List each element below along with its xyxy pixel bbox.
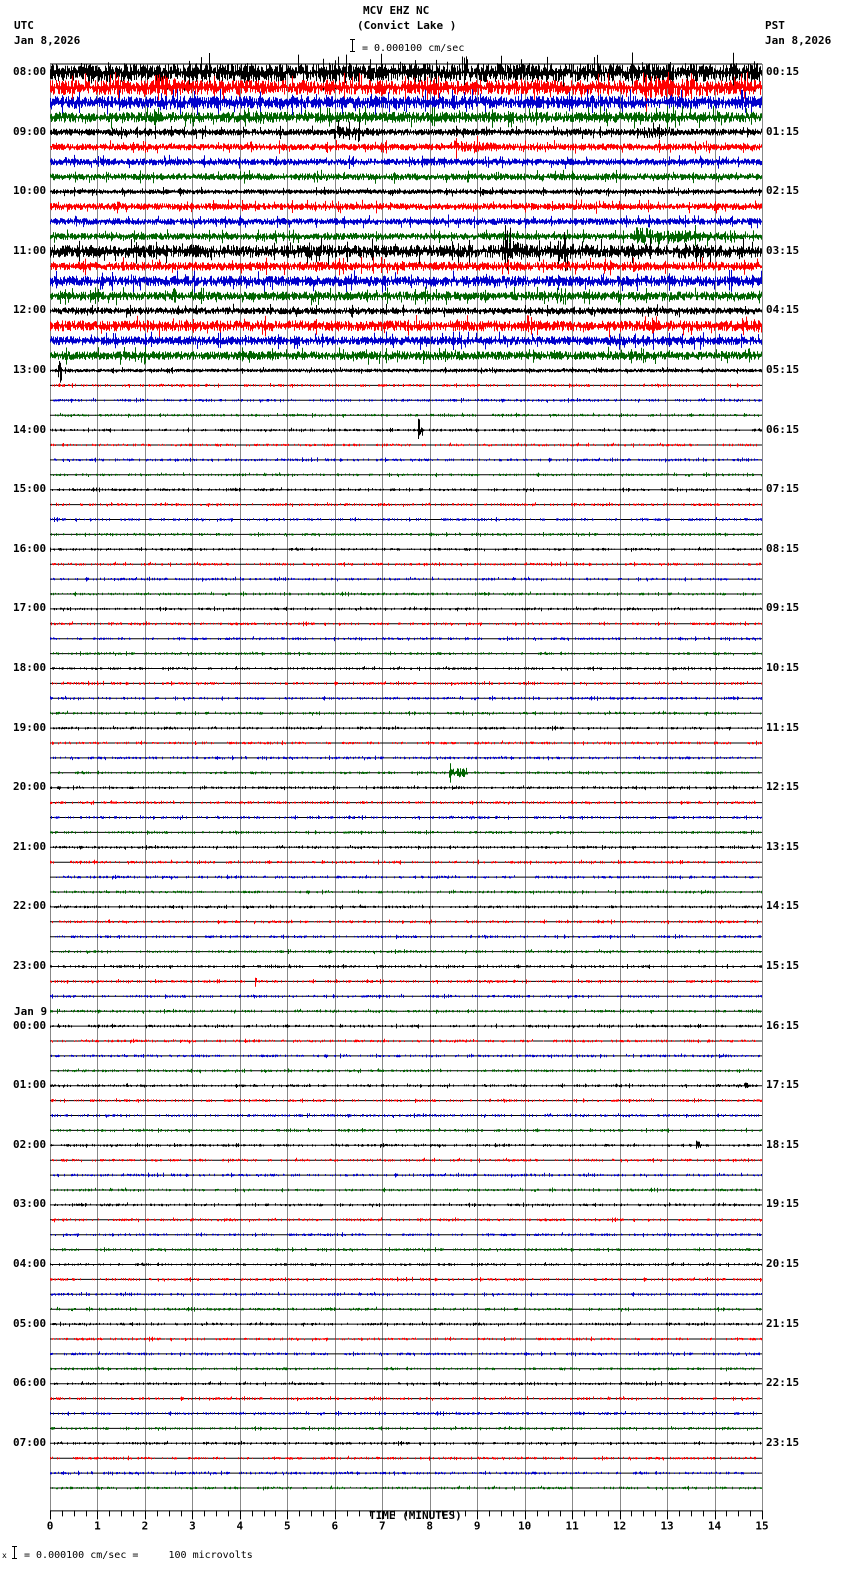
footer-marker: x xyxy=(2,1551,7,1560)
left-hour-label: 13:00 xyxy=(13,363,47,376)
x-tick-label: 14 xyxy=(707,1519,722,1533)
left-hour-label: 09:00 xyxy=(13,124,47,138)
x-tick-label: 0 xyxy=(46,1519,54,1533)
scale-text: = 0.000100 cm/sec xyxy=(362,43,465,54)
left-timezone: UTC xyxy=(14,19,34,32)
right-hour-label: 12:15 xyxy=(766,780,800,794)
right-hour-label: 09:15 xyxy=(766,601,800,615)
x-tick-label: 2 xyxy=(141,1519,149,1533)
right-hour-label: 02:15 xyxy=(766,184,800,198)
right-hour-label: 17:15 xyxy=(766,1078,800,1092)
left-hour-label: 03:00 xyxy=(13,1197,47,1211)
right-hour-label: 10:15 xyxy=(766,661,800,674)
right-hour-label: 00:15 xyxy=(766,65,800,78)
right-timezone: PST xyxy=(765,19,785,32)
left-hour-label: 00:00 xyxy=(13,1018,47,1032)
right-hour-label: 14:15 xyxy=(766,899,800,913)
left-date: Jan 8,2026 xyxy=(14,34,81,47)
left-hour-label: 05:00 xyxy=(13,1316,47,1330)
left-hour-label: 23:00 xyxy=(13,959,47,972)
left-hour-label: 10:00 xyxy=(13,184,47,198)
left-hour-label: 07:00 xyxy=(13,1435,47,1449)
x-tick-label: 8 xyxy=(426,1519,434,1533)
left-hour-label: 16:00 xyxy=(13,541,47,555)
right-hour-label: 05:15 xyxy=(766,363,800,376)
x-tick-label: 11 xyxy=(565,1519,579,1533)
x-tick-label: 6 xyxy=(331,1519,339,1533)
left-hour-label: 11:00 xyxy=(13,243,47,257)
left-hour-label: 20:00 xyxy=(13,780,47,794)
footer-scale-bar-icon xyxy=(14,1546,15,1559)
left-hour-label: 08:00 xyxy=(13,65,47,78)
right-hour-label: 08:15 xyxy=(766,541,800,555)
right-hour-label: 07:15 xyxy=(766,482,800,496)
station-location: (Convict Lake ) xyxy=(357,19,457,32)
right-hour-label: 21:15 xyxy=(766,1316,800,1330)
left-hour-label: 15:00 xyxy=(13,482,47,496)
right-hour-label: 19:15 xyxy=(766,1197,800,1211)
x-tick-label: 4 xyxy=(236,1519,244,1533)
x-tick-label: 5 xyxy=(284,1519,291,1533)
left-hour-label: 06:00 xyxy=(13,1376,47,1390)
right-hour-label: 04:15 xyxy=(766,303,800,317)
left-hour-label: 02:00 xyxy=(13,1137,47,1151)
left-hour-label: 04:00 xyxy=(13,1257,47,1270)
x-tick-label: 10 xyxy=(518,1519,532,1533)
x-tick-label: 9 xyxy=(473,1519,481,1533)
x-axis-title: TIME (MINUTES) xyxy=(369,1509,462,1522)
right-hour-label: 22:15 xyxy=(766,1376,800,1390)
right-hour-label: 01:15 xyxy=(766,124,800,138)
right-hour-label: 16:15 xyxy=(766,1018,800,1032)
left-hour-label: 12:00 xyxy=(13,303,47,317)
left-hour-label: 18:00 xyxy=(13,661,47,674)
station-title: MCV EHZ NC xyxy=(363,4,430,17)
x-tick-label: 1 xyxy=(94,1519,101,1533)
footer-scale-text: = 0.000100 cm/sec = 100 microvolts xyxy=(24,1550,253,1561)
right-hour-label: 06:15 xyxy=(766,422,800,436)
right-hour-label: 03:15 xyxy=(766,243,800,257)
right-hour-label: 13:15 xyxy=(766,839,800,853)
right-date: Jan 8,2026 xyxy=(765,34,832,47)
x-tick-label: 3 xyxy=(189,1519,196,1533)
left-hour-label: 01:00 xyxy=(13,1078,47,1092)
left-hour-label: 22:00 xyxy=(13,899,47,913)
x-tick-label: 15 xyxy=(755,1519,769,1533)
right-hour-label: 11:15 xyxy=(766,720,800,734)
right-hour-label: 23:15 xyxy=(766,1435,800,1449)
left-hour-label: 14:00 xyxy=(13,422,47,436)
date-change-label: Jan 9 xyxy=(14,1004,48,1018)
x-tick-label: 13 xyxy=(660,1519,674,1533)
right-hour-label: 20:15 xyxy=(766,1257,800,1270)
left-hour-label: 17:00 xyxy=(13,601,47,615)
left-hour-label: 19:00 xyxy=(13,720,47,734)
x-tick-label: 12 xyxy=(612,1519,627,1533)
left-hour-label: 21:00 xyxy=(13,839,47,853)
x-tick-label: 7 xyxy=(378,1519,386,1533)
right-hour-label: 18:15 xyxy=(766,1137,800,1151)
right-hour-label: 15:15 xyxy=(766,959,800,972)
